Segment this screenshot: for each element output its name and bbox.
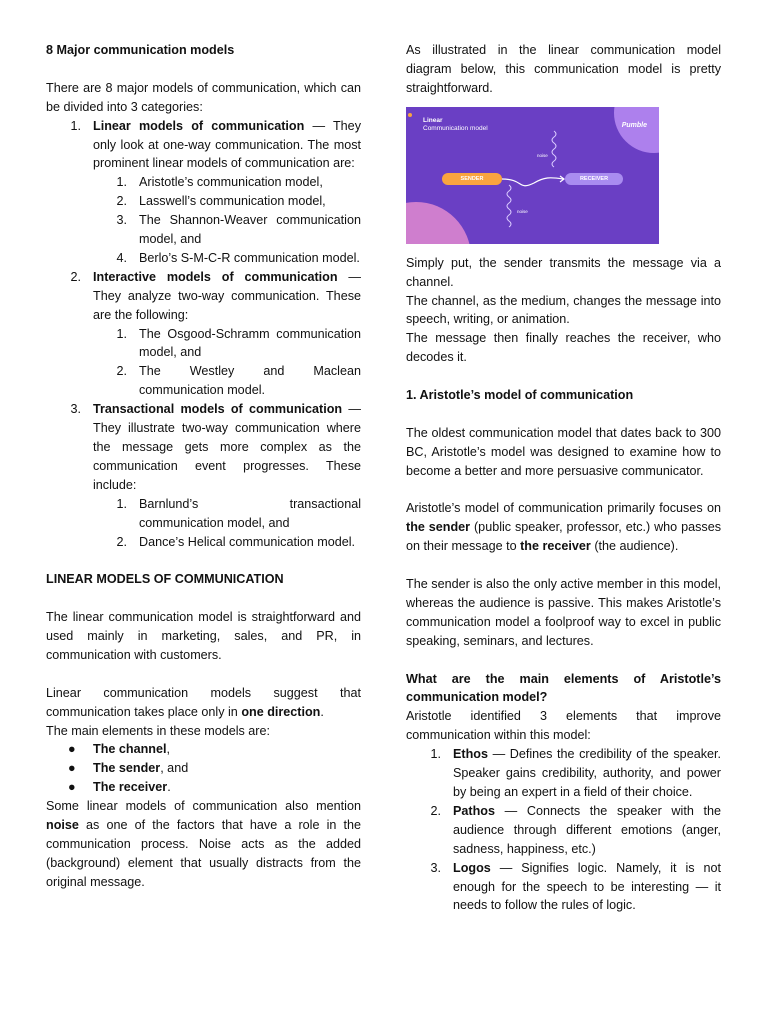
sender-pill: SENDER (442, 173, 502, 185)
bullet-icon: ● (68, 742, 76, 757)
noise-label: noise (537, 152, 548, 158)
paragraph: Aristotle identified 3 elements that improve communication within this model: (406, 709, 721, 743)
paragraph: The main elements in these models are: (46, 723, 271, 738)
linear-model-diagram (406, 107, 659, 244)
category-description: — They analyze two-way communication. These are the following: (93, 269, 361, 322)
right-column (406, 41, 721, 915)
intro-paragraph: There are 8 major models of communication, which can be divided into 3 categories: (46, 80, 361, 114)
list-item: ● The channel, (46, 740, 361, 759)
bullet-icon: ● (68, 761, 76, 776)
category-name: Transactional models of communication (93, 402, 343, 417)
brand-logo: Pumble (621, 121, 647, 129)
model-item: 4. Berlo’s S-M-C-R communication model. (116, 250, 360, 265)
elements-list (406, 745, 721, 915)
category-item (46, 117, 361, 174)
paragraph: The oldest communication model that dates back to 300 BC, Aristotle’s model was designed to examine how to become a better and more persuasive communicator. (406, 425, 721, 478)
model-item: 2. The Westley and Maclean communication model. (116, 364, 361, 398)
paragraph: Some linear models of communication also mention noise as one of the factors that have a role in the communication process. Noise acts as the added (background) element that usually distracts from the original message. (46, 799, 361, 889)
list-item: ● The sender, and (46, 759, 361, 778)
paragraph: The sender is also the only active member in this model, whereas the audience is passive. This makes Aristotle’s communication model a foolproof way to excel in public speaking, seminars, and lectures. (406, 577, 721, 648)
question-heading: What are the main elements of Aristotle’s communication model? (406, 671, 721, 705)
paragraph: The channel, as the medium, changes the message into speech, writing, or animation. (406, 293, 721, 327)
category-name: Interactive models of communication (93, 269, 338, 284)
list-number: 2. (70, 269, 81, 284)
section-heading: LINEAR MODELS OF COMMUNICATION (46, 572, 284, 587)
list-number: 1. (70, 118, 81, 133)
category-list (46, 117, 361, 552)
category-item (46, 400, 361, 495)
model-item: 2. Lasswell’s communication model, (116, 194, 326, 209)
left-column (46, 41, 361, 892)
paragraph: As illustrated in the linear communication model diagram below, this communication model is pretty straightforward. (406, 43, 721, 95)
paragraph: The message then finally reaches the receiver, who decodes it. (406, 331, 721, 365)
list-item: ● The receiver. (46, 778, 361, 797)
category-name: Linear models of communication (93, 118, 305, 133)
category-item (46, 268, 361, 325)
model-item: 1. Barnlund’s transactional communication model, and (116, 496, 361, 530)
bullet-list (46, 740, 361, 797)
model-item: 1. The Osgood-Schramm communication model, and (116, 326, 361, 360)
paragraph: Linear communication models suggest that communication takes place only in one direction. (46, 685, 361, 719)
list-number: 3. (70, 402, 81, 417)
bullet-icon: ● (68, 780, 76, 795)
paragraph: Simply put, the sender transmits the message via a channel. (406, 255, 721, 289)
category-description: — They only look at one-way communication. The most prominent linear models of communication are: (93, 118, 361, 171)
section-heading: 1. Aristotle’s model of communication (406, 388, 634, 403)
model-item: 1. Aristotle’s communication model, (116, 175, 323, 190)
model-item: 2. Dance’s Helical communication model. (116, 534, 356, 549)
paragraph: Aristotle’s model of communication primarily focuses on the sender (public speaker, professor, etc.) who passes on their message to the receiver (the audience). (406, 501, 721, 554)
list-item: 3. Logos — Signifies logic. Namely, it is not enough for the speech to be interesting — it needs to follow the rules of logic. (430, 860, 721, 913)
model-item: 3. The Shannon-Weaver communication model, and (116, 213, 361, 247)
diagram-title: Linear Communication model (423, 116, 488, 132)
page-title: 8 Major communication models (46, 43, 235, 57)
noise-label: noise (517, 208, 528, 214)
receiver-pill: RECEIVER (565, 173, 623, 185)
list-item: 1. Ethos — Defines the credibility of the speaker. Speaker gains credibility, authority, and power by being an expert in a field of their choice. (430, 747, 721, 800)
category-description: — They illustrate two-way communication where the message gets more complex as the communication event progresses. These include: (93, 402, 361, 492)
list-item: 2. Pathos — Connects the speaker with the audience through different emotions (anger, sadness, happiness, etc.) (430, 803, 721, 856)
paragraph: The linear communication model is straightforward and used mainly in marketing, sales, and PR, in communication with customers. (46, 610, 361, 662)
